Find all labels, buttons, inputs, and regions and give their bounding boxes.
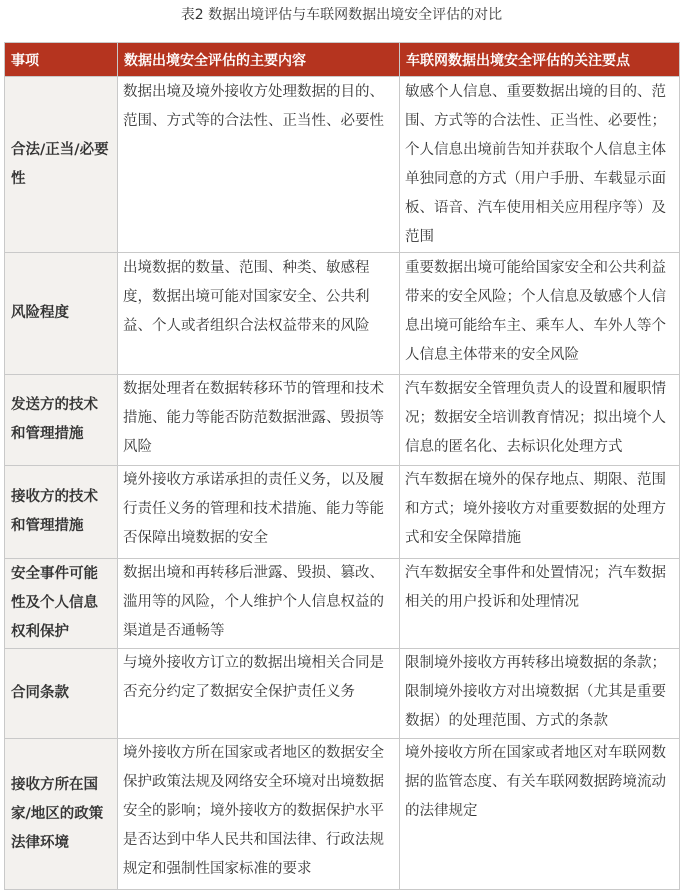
table-header-row bbox=[5, 43, 680, 77]
header-vehicle-focus: 车联网数据出境安全评估的关注要点 bbox=[400, 43, 680, 77]
row-vehicle-focus: 境外接收方所在国家或者地区对车联网数据的监管态度、有关车联网数据跨境流动的法律规定 bbox=[400, 739, 680, 890]
row-vehicle-focus: 敏感个人信息、重要数据出境的目的、范围、方式等的合法性、正当性、必要性；个人信息出境前告知并获取个人信息主体单独同意的方式（用户手册、车载显示面板、语音、汽车使用相关应用程序等）及范围 bbox=[400, 77, 680, 253]
table-row bbox=[5, 466, 680, 559]
row-item: 风险程度 bbox=[5, 253, 118, 375]
row-item: 接收方的技术和管理措施 bbox=[5, 466, 118, 559]
table-row bbox=[5, 253, 680, 375]
row-general-content: 数据出境及境外接收方处理数据的目的、范围、方式等的合法性、正当性、必要性 bbox=[118, 77, 400, 253]
row-vehicle-focus: 重要数据出境可能给国家安全和公共利益带来的安全风险；个人信息及敏感个人信息出境可能给车主、乘车人、车外人等个人信息主体带来的安全风险 bbox=[400, 253, 680, 375]
table-row bbox=[5, 649, 680, 739]
header-general-content: 数据出境安全评估的主要内容 bbox=[118, 43, 400, 77]
table-row bbox=[5, 739, 680, 890]
header-item: 事项 bbox=[5, 43, 118, 77]
row-general-content: 数据出境和再转移后泄露、毁损、篡改、滥用等的风险，个人维护个人信息权益的渠道是否通畅等 bbox=[118, 559, 400, 649]
comparison-table bbox=[4, 42, 680, 890]
row-vehicle-focus: 汽车数据在境外的保存地点、期限、范围和方式；境外接收方对重要数据的处理方式和安全保障措施 bbox=[400, 466, 680, 559]
row-vehicle-focus: 限制境外接收方再转移出境数据的条款；限制境外接收方对出境数据（尤其是重要数据）的处理范围、方式的条款 bbox=[400, 649, 680, 739]
row-general-content: 出境数据的数量、范围、种类、敏感程度，数据出境可能对国家安全、公共利益、个人或者组织合法权益带来的风险 bbox=[118, 253, 400, 375]
table-row bbox=[5, 375, 680, 466]
row-item: 合法/正当/必要性 bbox=[5, 77, 118, 253]
row-general-content: 境外接收方所在国家或者地区的数据安全保护政策法规及网络安全环境对出境数据安全的影响；境外接收方的数据保护水平是否达到中华人民共和国法律、行政法规规定和强制性国家标准的要求 bbox=[118, 739, 400, 890]
row-general-content: 与境外接收方订立的数据出境相关合同是否充分约定了数据安全保护责任义务 bbox=[118, 649, 400, 739]
row-general-content: 境外接收方承诺承担的责任义务，以及履行责任义务的管理和技术措施、能力等能否保障出境数据的安全 bbox=[118, 466, 400, 559]
row-item: 安全事件可能性及个人信息权利保护 bbox=[5, 559, 118, 649]
row-vehicle-focus: 汽车数据安全管理负责人的设置和履职情况；数据安全培训教育情况；拟出境个人信息的匿名化、去标识化处理方式 bbox=[400, 375, 680, 466]
row-item: 合同条款 bbox=[5, 649, 118, 739]
row-item: 发送方的技术和管理措施 bbox=[5, 375, 118, 466]
table-row bbox=[5, 77, 680, 253]
table-row bbox=[5, 559, 680, 649]
row-item: 接收方所在国家/地区的政策法律环境 bbox=[5, 739, 118, 890]
table-caption: 表2 数据出境评估与车联网数据出境安全评估的对比 bbox=[180, 7, 503, 23]
row-vehicle-focus: 汽车数据安全事件和处置情况；汽车数据相关的用户投诉和处理情况 bbox=[400, 559, 680, 649]
row-general-content: 数据处理者在数据转移环节的管理和技术措施、能力等能否防范数据泄露、毁损等风险 bbox=[118, 375, 400, 466]
